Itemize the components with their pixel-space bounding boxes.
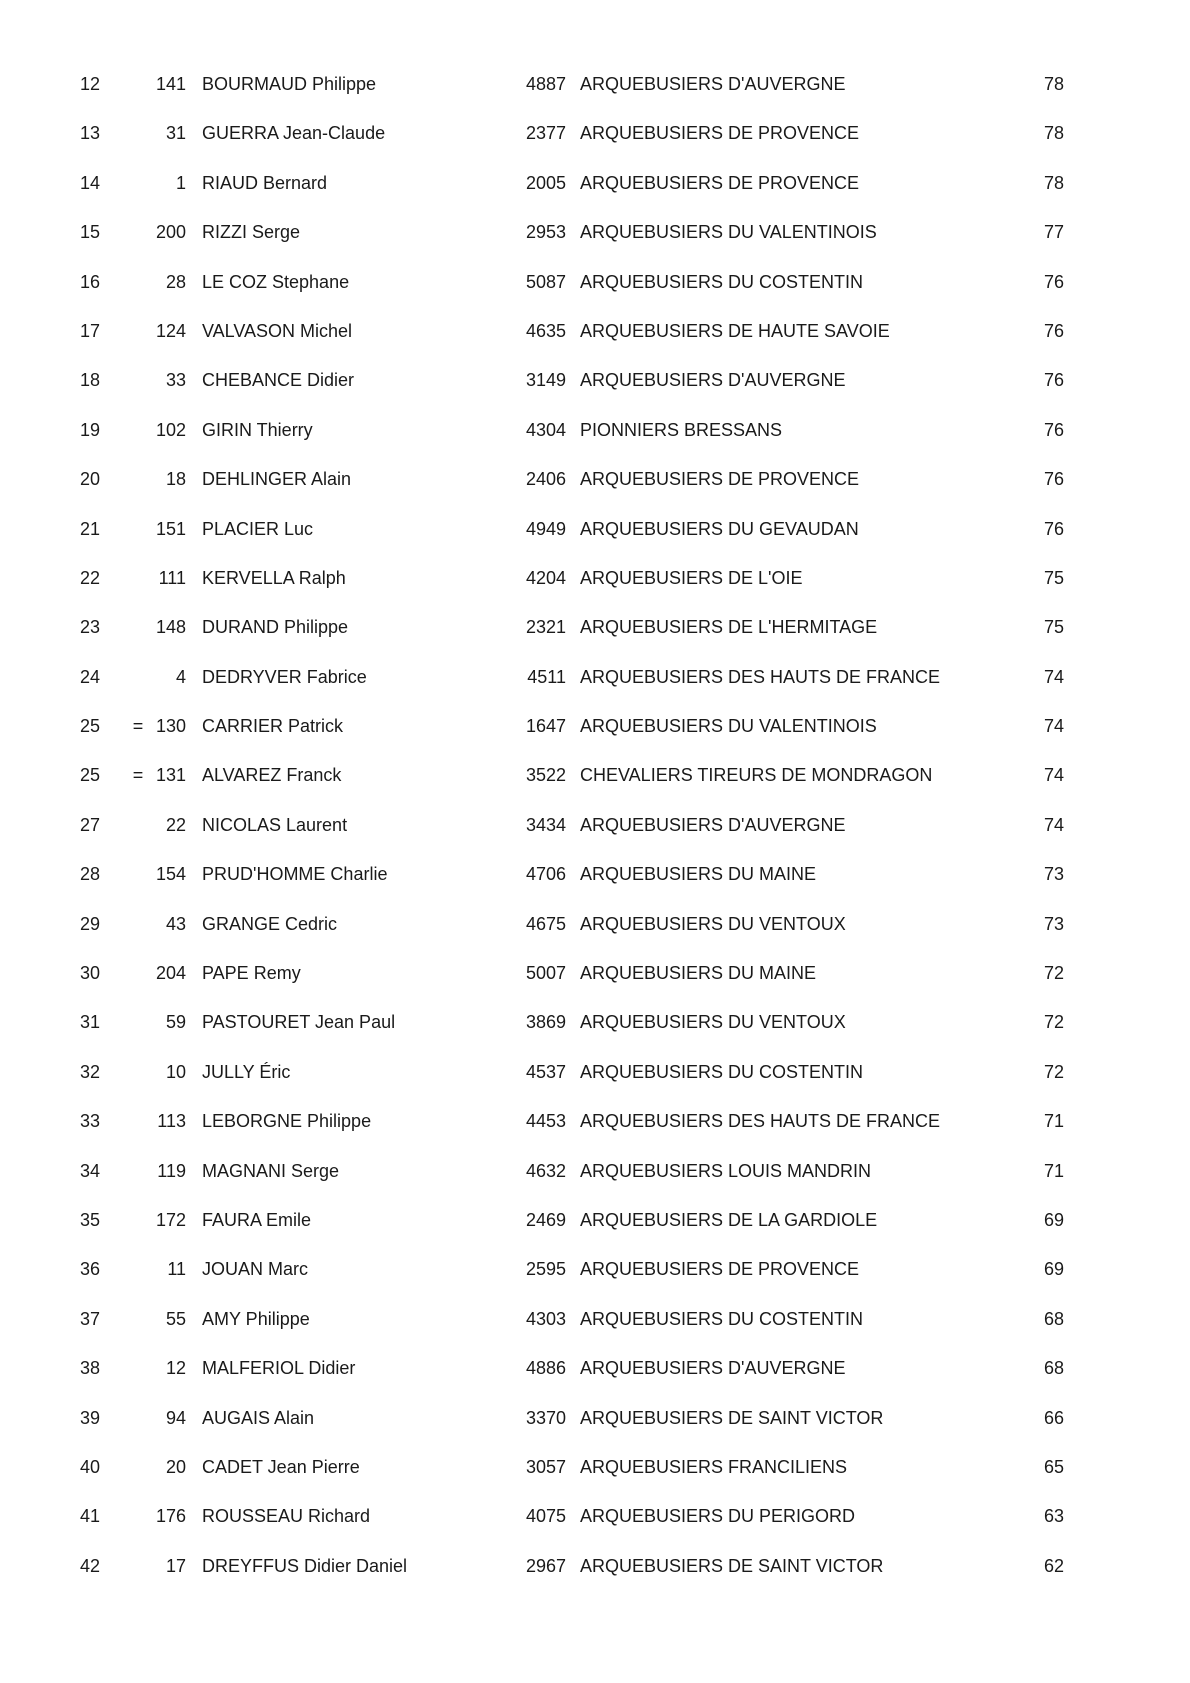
score-cell: 72	[1043, 1012, 1064, 1033]
club-name-cell: ARQUEBUSIERS DE PROVENCE	[580, 123, 860, 144]
shooter-name-cell: CHEBANCE Didier	[202, 370, 355, 391]
result-row	[0, 358, 1190, 407]
bib-number-cell: 130	[155, 716, 186, 737]
result-row	[0, 1396, 1190, 1445]
score-cell: 66	[1043, 1407, 1064, 1428]
rank-cell: 17	[79, 320, 101, 341]
result-row	[0, 260, 1190, 309]
rank-cell: 28	[79, 864, 101, 885]
result-row	[0, 605, 1190, 654]
licence-number-cell: 2967	[525, 1555, 566, 1576]
licence-number-cell: 5087	[525, 271, 566, 292]
shooter-name-cell: JOUAN Marc	[202, 1259, 309, 1280]
result-row	[0, 753, 1190, 802]
bib-number-cell: 124	[155, 320, 186, 341]
score-cell: 78	[1043, 123, 1064, 144]
shooter-name-cell: VALVASON Michel	[202, 320, 353, 341]
bib-number-cell: 11	[167, 1259, 186, 1280]
licence-number-cell: 3057	[525, 1456, 566, 1477]
shooter-name-cell: RIZZI Serge	[202, 222, 301, 243]
licence-number-cell: 4511	[527, 666, 566, 687]
club-name-cell: ARQUEBUSIERS D'AUVERGNE	[580, 1358, 846, 1379]
result-row	[0, 1297, 1190, 1346]
licence-number-cell: 2595	[525, 1259, 566, 1280]
club-name-cell: ARQUEBUSIERS DE L'OIE	[580, 567, 803, 588]
rank-cell: 30	[79, 963, 101, 984]
club-name-cell: ARQUEBUSIERS LOUIS MANDRIN	[580, 1160, 872, 1181]
shooter-name-cell: NICOLAS Laurent	[202, 814, 348, 835]
result-row	[0, 852, 1190, 901]
score-cell: 75	[1043, 617, 1064, 638]
licence-number-cell: 2953	[525, 222, 566, 243]
licence-number-cell: 4075	[525, 1506, 566, 1527]
club-name-cell: ARQUEBUSIERS DU COSTENTIN	[580, 271, 864, 292]
score-cell: 74	[1043, 765, 1064, 786]
result-row	[0, 902, 1190, 951]
score-cell: 74	[1043, 814, 1064, 835]
rank-cell: 36	[79, 1259, 101, 1280]
shooter-name-cell: PRUD'HOMME Charlie	[202, 864, 388, 885]
shooter-name-cell: BOURMAUD Philippe	[202, 74, 377, 94]
score-cell: 62	[1043, 1555, 1064, 1576]
result-row	[0, 1494, 1190, 1543]
rank-cell: 22	[79, 567, 101, 588]
rank-cell: 15	[79, 222, 101, 243]
result-row	[0, 1198, 1190, 1247]
tie-marker: =	[132, 716, 144, 737]
licence-number-cell: 2406	[525, 469, 566, 490]
licence-number-cell: 2377	[525, 123, 566, 144]
shooter-name-cell: ALVAREZ Franck	[202, 765, 342, 786]
result-row	[0, 1099, 1190, 1148]
bib-number-cell: 31	[165, 123, 186, 144]
rank-cell: 33	[79, 1111, 101, 1132]
bib-number-cell: 18	[165, 469, 186, 490]
club-name-cell: ARQUEBUSIERS DE SAINT VICTOR	[580, 1407, 884, 1428]
licence-number-cell: 3869	[525, 1012, 566, 1033]
licence-number-cell: 4706	[525, 864, 566, 885]
bib-number-cell: 43	[165, 913, 186, 934]
bib-number-cell: 148	[155, 617, 186, 638]
licence-number-cell: 1647	[525, 716, 566, 737]
tie-marker: =	[132, 765, 144, 786]
club-name-cell: ARQUEBUSIERS FRANCILIENS	[580, 1456, 848, 1477]
result-row	[0, 556, 1190, 605]
club-name-cell: ARQUEBUSIERS D'AUVERGNE	[580, 370, 846, 391]
rank-cell: 31	[79, 1012, 101, 1033]
rank-cell: 34	[79, 1160, 101, 1181]
score-cell: 76	[1043, 271, 1064, 292]
shooter-name-cell: MALFERIOL Didier	[202, 1358, 356, 1379]
shooter-name-cell: GRANGE Cedric	[202, 913, 338, 934]
rank-cell: 27	[79, 814, 101, 835]
bib-number-cell: 33	[165, 370, 186, 391]
bib-number-cell: 12	[165, 1358, 186, 1379]
result-row	[0, 1149, 1190, 1198]
rank-cell: 37	[79, 1308, 101, 1329]
score-cell: 76	[1043, 518, 1064, 539]
bib-number-cell: 28	[165, 271, 186, 292]
score-cell: 74	[1043, 666, 1064, 687]
licence-number-cell: 2321	[525, 617, 566, 638]
club-name-cell: ARQUEBUSIERS DE LA GARDIOLE	[580, 1209, 878, 1230]
rank-cell: 16	[79, 271, 101, 292]
result-row	[0, 1346, 1190, 1395]
bib-number-cell: 111	[158, 567, 186, 588]
score-cell: 72	[1043, 1061, 1064, 1082]
score-cell: 73	[1043, 864, 1064, 885]
bib-number-cell: 55	[165, 1308, 186, 1329]
bib-number-cell: 154	[155, 864, 186, 885]
rank-cell: 18	[79, 370, 101, 391]
club-name-cell: ARQUEBUSIERS D'AUVERGNE	[580, 814, 846, 835]
result-row	[0, 704, 1190, 753]
licence-number-cell: 3149	[525, 370, 566, 391]
score-cell: 63	[1043, 1506, 1064, 1527]
result-row	[0, 507, 1190, 556]
score-cell: 65	[1043, 1456, 1064, 1477]
club-name-cell: ARQUEBUSIERS DE L'HERMITAGE	[580, 617, 878, 638]
club-name-cell: ARQUEBUSIERS DE PROVENCE	[580, 1259, 860, 1280]
shooter-name-cell: JULLY Éric	[202, 1061, 291, 1082]
shooter-name-cell: LE COZ Stephane	[202, 271, 350, 292]
club-name-cell: CHEVALIERS TIREURS DE MONDRAGON	[580, 765, 933, 786]
shooter-name-cell: FAURA Emile	[202, 1209, 312, 1230]
rank-cell: 12	[79, 74, 101, 94]
licence-number-cell: 2469	[525, 1209, 566, 1230]
shooter-name-cell: GIRIN Thierry	[202, 419, 313, 440]
rank-cell: 25	[79, 765, 101, 786]
score-cell: 74	[1043, 716, 1064, 737]
club-name-cell: ARQUEBUSIERS DU PERIGORD	[580, 1506, 856, 1527]
bib-number-cell: 119	[157, 1160, 186, 1181]
score-cell: 77	[1043, 222, 1064, 243]
shooter-name-cell: RIAUD Bernard	[202, 172, 328, 193]
licence-number-cell: 4453	[525, 1111, 566, 1132]
shooter-name-cell: CADET Jean Pierre	[202, 1456, 360, 1477]
bib-number-cell: 176	[155, 1506, 186, 1527]
rank-cell: 20	[79, 469, 101, 490]
club-name-cell: ARQUEBUSIERS DU VALENTINOIS	[580, 716, 877, 737]
result-row	[0, 457, 1190, 506]
score-cell: 71	[1043, 1160, 1064, 1181]
rank-cell: 13	[79, 123, 101, 144]
licence-number-cell: 4304	[525, 419, 566, 440]
licence-number-cell: 3434	[525, 814, 566, 835]
licence-number-cell: 4632	[525, 1160, 566, 1181]
score-cell: 78	[1043, 172, 1064, 193]
bib-number-cell: 141	[155, 74, 186, 94]
score-cell: 73	[1043, 913, 1064, 934]
bib-number-cell: 1	[175, 172, 186, 193]
bib-number-cell: 17	[165, 1555, 186, 1576]
rank-cell: 25	[79, 716, 101, 737]
licence-number-cell: 4887	[525, 74, 566, 94]
shooter-name-cell: DURAND Philippe	[202, 617, 349, 638]
licence-number-cell: 3370	[525, 1407, 566, 1428]
shooter-name-cell: AMY Philippe	[202, 1308, 310, 1329]
score-cell: 68	[1043, 1358, 1064, 1379]
result-row	[0, 408, 1190, 457]
result-row	[0, 1000, 1190, 1049]
rank-cell: 19	[79, 419, 101, 440]
shooter-name-cell: GUERRA Jean-Claude	[202, 123, 386, 144]
bib-number-cell: 59	[165, 1012, 186, 1033]
rank-cell: 29	[79, 913, 101, 934]
result-row	[0, 309, 1190, 358]
shooter-name-cell: KERVELLA Ralph	[202, 567, 346, 588]
score-cell: 69	[1043, 1209, 1064, 1230]
club-name-cell: ARQUEBUSIERS DE HAUTE SAVOIE	[580, 320, 890, 341]
rank-cell: 14	[79, 172, 101, 193]
score-cell: 76	[1043, 370, 1064, 391]
bib-number-cell: 131	[155, 765, 186, 786]
rank-cell: 21	[79, 518, 101, 539]
bib-number-cell: 102	[155, 419, 186, 440]
club-name-cell: ARQUEBUSIERS DU COSTENTIN	[580, 1061, 864, 1082]
score-cell: 72	[1043, 963, 1064, 984]
shooter-name-cell: ROUSSEAU Richard	[202, 1506, 371, 1527]
rank-cell: 24	[79, 666, 101, 687]
club-name-cell: ARQUEBUSIERS DU MAINE	[580, 963, 817, 984]
club-name-cell: ARQUEBUSIERS DE SAINT VICTOR	[580, 1555, 884, 1576]
bib-number-cell: 200	[155, 222, 186, 243]
rank-cell: 35	[79, 1209, 101, 1230]
score-cell: 68	[1043, 1308, 1064, 1329]
score-cell: 76	[1043, 469, 1064, 490]
result-row	[0, 951, 1190, 1000]
bib-number-cell: 151	[155, 518, 186, 539]
score-cell: 75	[1043, 567, 1064, 588]
licence-number-cell: 2005	[525, 172, 566, 193]
result-row	[0, 1544, 1190, 1593]
result-row	[0, 161, 1190, 210]
rank-cell: 38	[79, 1358, 101, 1379]
bib-number-cell: 4	[175, 666, 186, 687]
score-cell: 76	[1043, 419, 1064, 440]
licence-number-cell: 4886	[525, 1358, 566, 1379]
result-row	[0, 1445, 1190, 1494]
licence-number-cell: 4303	[525, 1308, 566, 1329]
club-name-cell: ARQUEBUSIERS DU GEVAUDAN	[580, 518, 859, 539]
club-name-cell: ARQUEBUSIERS DES HAUTS DE FRANCE	[580, 1111, 941, 1132]
shooter-name-cell: DREYFFUS Didier Daniel	[202, 1555, 408, 1576]
licence-number-cell: 4537	[525, 1061, 566, 1082]
result-row	[0, 210, 1190, 259]
bib-number-cell: 172	[155, 1209, 186, 1230]
bib-number-cell: 113	[157, 1111, 186, 1132]
rank-cell: 40	[79, 1456, 101, 1477]
club-name-cell: ARQUEBUSIERS DU VENTOUX	[580, 913, 846, 934]
score-cell: 76	[1043, 320, 1064, 341]
result-row	[0, 803, 1190, 852]
shooter-name-cell: PLACIER Luc	[202, 518, 314, 539]
bib-number-cell: 94	[165, 1407, 186, 1428]
shooter-name-cell: CARRIER Patrick	[202, 716, 344, 737]
bib-number-cell: 22	[165, 814, 186, 835]
licence-number-cell: 4675	[525, 913, 566, 934]
club-name-cell: ARQUEBUSIERS DE PROVENCE	[580, 172, 860, 193]
licence-number-cell: 4204	[525, 567, 566, 588]
licence-number-cell: 3522	[525, 765, 566, 786]
rank-cell: 23	[79, 617, 101, 638]
shooter-name-cell: DEDRYVER Fabrice	[202, 666, 367, 687]
bib-number-cell: 204	[155, 963, 186, 984]
club-name-cell: ARQUEBUSIERS DU MAINE	[580, 864, 817, 885]
shooter-name-cell: LEBORGNE Philippe	[202, 1111, 372, 1132]
result-row	[0, 655, 1190, 704]
licence-number-cell: 4949	[525, 518, 566, 539]
club-name-cell: ARQUEBUSIERS DE PROVENCE	[580, 469, 860, 490]
score-cell: 78	[1043, 74, 1064, 94]
result-row	[0, 1050, 1190, 1099]
shooter-name-cell: AUGAIS Alain	[202, 1407, 315, 1428]
club-name-cell: PIONNIERS BRESSANS	[580, 419, 783, 440]
rank-cell: 39	[79, 1407, 101, 1428]
score-cell: 69	[1043, 1259, 1064, 1280]
shooter-name-cell: PAPE Remy	[202, 963, 301, 984]
shooter-name-cell: PASTOURET Jean Paul	[202, 1012, 396, 1033]
club-name-cell: ARQUEBUSIERS DES HAUTS DE FRANCE	[580, 666, 941, 687]
result-row	[0, 111, 1190, 160]
shooter-name-cell: MAGNANI Serge	[202, 1160, 340, 1181]
club-name-cell: ARQUEBUSIERS D'AUVERGNE	[580, 74, 846, 94]
licence-number-cell: 4635	[525, 320, 566, 341]
score-cell: 71	[1043, 1111, 1064, 1132]
shooter-name-cell: DEHLINGER Alain	[202, 469, 352, 490]
rank-cell: 42	[79, 1555, 101, 1576]
result-row	[0, 1247, 1190, 1296]
licence-number-cell: 5007	[525, 963, 566, 984]
club-name-cell: ARQUEBUSIERS DU VENTOUX	[580, 1012, 846, 1033]
bib-number-cell: 20	[165, 1456, 186, 1477]
club-name-cell: ARQUEBUSIERS DU VALENTINOIS	[580, 222, 877, 243]
rank-cell: 32	[79, 1061, 101, 1082]
results-table	[0, 62, 1190, 1593]
rank-cell: 41	[79, 1506, 101, 1527]
club-name-cell: ARQUEBUSIERS DU COSTENTIN	[580, 1308, 864, 1329]
bib-number-cell: 10	[165, 1061, 186, 1082]
result-row	[0, 62, 1190, 111]
